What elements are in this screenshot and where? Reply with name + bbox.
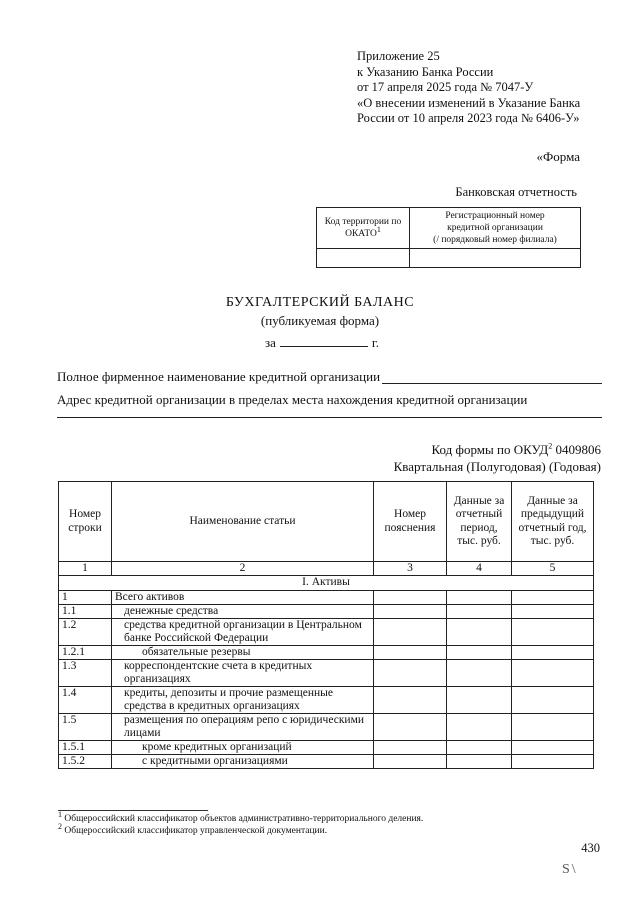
okato-header — [317, 208, 410, 249]
header-item-name: Наименование статьи — [112, 482, 374, 562]
header-note-number: Номер пояснения — [374, 482, 447, 562]
address-label: Адрес кредитной организации в пределах места нахождения кредитной организации — [57, 392, 528, 407]
row-number: 1.1 — [59, 605, 112, 619]
note-cell[interactable] — [374, 687, 447, 714]
previous-value-cell[interactable] — [512, 591, 594, 605]
period-prefix: за — [265, 335, 276, 350]
row-item-name: корреспондентские счета в кредитных организациях — [112, 660, 374, 687]
current-value-cell[interactable] — [447, 605, 512, 619]
table-row — [59, 646, 594, 660]
form-code — [432, 442, 601, 458]
appendix-line: России от 10 апреля 2023 года № 6406-У» — [357, 111, 580, 125]
registration-number-header — [410, 208, 581, 249]
periodicity-label: Квартальная (Полугодовая) (Годовая) — [393, 459, 601, 474]
current-value-cell[interactable] — [447, 714, 512, 741]
current-value-cell[interactable] — [447, 687, 512, 714]
row-number: 1.3 — [59, 660, 112, 687]
registration-header-line: кредитной организации — [447, 223, 543, 233]
footnote-1 — [58, 809, 424, 824]
previous-value-cell[interactable] — [512, 687, 594, 714]
previous-value-cell[interactable] — [512, 605, 594, 619]
header-previous-year: Данные за предыдущий отчетный год, тыс. руб. — [512, 482, 594, 562]
registration-number-value-cell[interactable] — [410, 249, 581, 268]
balance-sheet-table — [58, 481, 594, 769]
reporting-period — [265, 334, 379, 351]
header-current-period: Данные за отчетный период, тыс. руб. — [447, 482, 512, 562]
current-value-cell[interactable] — [447, 660, 512, 687]
table-row — [59, 687, 594, 714]
note-cell[interactable] — [374, 741, 447, 755]
current-value-cell[interactable] — [447, 646, 512, 660]
column-number: 1 — [59, 562, 112, 576]
okato-header-text: Код территории по ОКАТО — [324, 217, 402, 239]
previous-value-cell[interactable] — [512, 660, 594, 687]
previous-value-cell[interactable] — [512, 619, 594, 646]
row-number: 1.2 — [59, 619, 112, 646]
note-cell[interactable] — [374, 660, 447, 687]
row-item-name: денежные средства — [112, 605, 374, 619]
table-row — [59, 755, 594, 769]
previous-value-cell[interactable] — [512, 755, 594, 769]
previous-value-cell[interactable] — [512, 714, 594, 741]
note-cell[interactable] — [374, 646, 447, 660]
footnote-marker: 2 — [58, 821, 62, 831]
document-subtitle: (публикуемая форма) — [260, 313, 380, 328]
table-row — [59, 741, 594, 755]
bank-reporting-label: Банковская отчетность — [455, 185, 577, 199]
table-row — [59, 605, 594, 619]
note-cell[interactable] — [374, 714, 447, 741]
row-item-name: кроме кредитных организаций — [112, 741, 374, 755]
appendix-reference — [357, 49, 617, 127]
previous-value-cell[interactable] — [512, 646, 594, 660]
row-item-name: кредиты, депозиты и прочие размещенные средства в кредитных организациях — [112, 687, 374, 714]
footnote-text: Общероссийский классификатор объектов административно-территориального деления. — [64, 814, 424, 824]
current-value-cell[interactable] — [447, 591, 512, 605]
note-cell[interactable] — [374, 755, 447, 769]
previous-value-cell[interactable] — [512, 741, 594, 755]
period-input-line[interactable] — [280, 334, 368, 347]
table-row — [59, 619, 594, 646]
row-number: 1 — [59, 591, 112, 605]
period-suffix: г. — [371, 335, 380, 350]
form-code-label: Код формы по ОКУД — [431, 442, 549, 457]
row-item-name: размещения по операциям репо с юридическими лицами — [112, 714, 374, 741]
current-value-cell[interactable] — [447, 741, 512, 755]
forma-label: «Форма — [536, 149, 580, 164]
row-item-name: обязательные резервы — [112, 646, 374, 660]
table-row — [59, 591, 594, 605]
page-number: 430 — [581, 841, 600, 855]
appendix-line: к Указанию Банка России — [357, 64, 494, 79]
registration-header-line: Регистрационный номер — [445, 211, 545, 221]
appendix-line: Приложение 25 — [357, 49, 440, 63]
table-row — [59, 714, 594, 741]
okato-value-cell[interactable] — [317, 249, 410, 268]
row-number: 1.5.2 — [59, 755, 112, 769]
address-input-line[interactable] — [57, 417, 602, 418]
stamp-mark: S\ — [562, 862, 578, 877]
column-number: 5 — [512, 562, 594, 576]
note-cell[interactable] — [374, 619, 447, 646]
row-item-name: Всего активов — [112, 591, 374, 605]
current-value-cell[interactable] — [447, 619, 512, 646]
row-item-name: с кредитными организациями — [112, 755, 374, 769]
okato-registration-table — [316, 207, 581, 268]
note-cell[interactable] — [374, 591, 447, 605]
note-cell[interactable] — [374, 605, 447, 619]
table-row — [59, 660, 594, 687]
footnote-ref-2: 2 — [548, 441, 553, 451]
row-number: 1.2.1 — [59, 646, 112, 660]
row-number: 1.5 — [59, 714, 112, 741]
row-number: 1.5.1 — [59, 741, 112, 755]
footnote-ref-1: 1 — [376, 224, 381, 234]
footnote-text: Общероссийский классификатор управленческой документации. — [64, 826, 328, 836]
column-number: 2 — [112, 562, 374, 576]
appendix-line: «О внесении изменений в Указание Банка — [357, 95, 581, 110]
full-name-input-line[interactable] — [382, 383, 602, 384]
footnote-2 — [58, 821, 328, 836]
appendix-line: от 17 апреля 2025 года № 7047-У — [357, 80, 534, 94]
footnote-divider — [58, 810, 208, 811]
full-name-label: Полное фирменное наименование кредитной организации — [57, 369, 381, 384]
current-value-cell[interactable] — [447, 755, 512, 769]
column-number: 3 — [374, 562, 447, 576]
row-number: 1.4 — [59, 687, 112, 714]
row-item-name: средства кредитной организации в Центральном банке Российской Федерации — [112, 619, 374, 646]
form-code-value: 0409806 — [555, 442, 601, 457]
column-number: 4 — [447, 562, 512, 576]
section-title-assets: I. Активы — [59, 576, 594, 591]
header-row-number: Номер строки — [59, 482, 112, 562]
document-title: БУХГАЛТЕРСКИЙ БАЛАНС — [225, 295, 415, 310]
footnote-marker: 1 — [58, 809, 62, 819]
registration-header-line: (/ порядковый номер филиала) — [433, 235, 557, 245]
